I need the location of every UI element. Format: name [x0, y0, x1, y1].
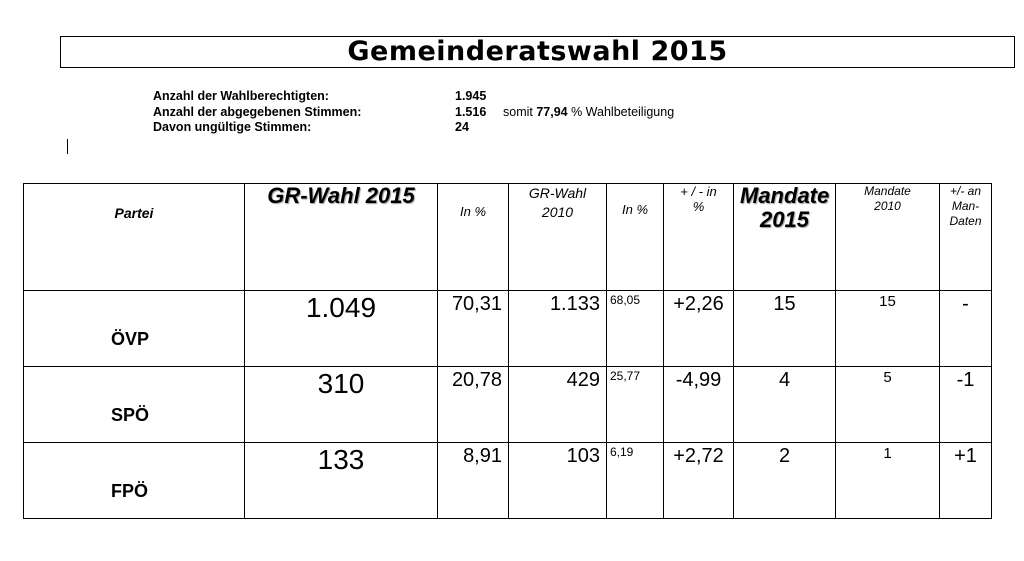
cell-votes-2015: 133: [245, 443, 438, 519]
cell-pct-2015: 20,78: [438, 367, 509, 443]
header-partei: Partei: [24, 184, 245, 291]
cell-mandate-2015: 4: [734, 367, 836, 443]
stat-value: 1.945: [455, 89, 487, 103]
party-name: SPÖ: [111, 405, 150, 425]
text-cursor: [67, 139, 68, 154]
cell-party: [24, 291, 245, 367]
cell-party: [24, 443, 245, 519]
cell-mandate-2010: 5: [836, 367, 940, 443]
cell-votes-2010: 429: [509, 367, 607, 443]
cell-pct-2010: 25,77: [607, 367, 664, 443]
stat-label: Anzahl der Wahlberechtigten:: [153, 89, 329, 103]
header-in-pct-2015: In %: [438, 184, 509, 291]
results-table: [23, 183, 992, 519]
cell-mandate-2010: 1: [836, 443, 940, 519]
stat-label: Anzahl der abgegebenen Stimmen:: [153, 104, 362, 119]
header-mandate-2010: Mandate 2010: [836, 184, 940, 291]
cell-pct-2010: 68,05: [607, 291, 664, 367]
page-title: Gemeinderatswahl 2015: [60, 36, 1015, 68]
cell-votes-2015: 310: [245, 367, 438, 443]
cell-votes-2010: 1.133: [509, 291, 607, 367]
cell-diff-mandate: -: [940, 291, 992, 367]
stat-value: 24: [455, 120, 469, 134]
cell-diff-mandate: -1: [940, 367, 992, 443]
header-gr-wahl-2010: GR-Wahl 2010: [509, 184, 607, 291]
header-plus-minus-mandate: +/- an Man-Daten: [940, 184, 992, 291]
stat-label: Davon ungültige Stimmen:: [153, 120, 312, 134]
cell-diff-mandate: +1: [940, 443, 992, 519]
header-gr-wahl-2015: GR-Wahl 2015: [245, 184, 438, 291]
cell-mandate-2010: 15: [836, 291, 940, 367]
party-name: ÖVP: [111, 329, 150, 349]
cell-party: [24, 367, 245, 443]
table-row-ovp: [24, 291, 992, 367]
header-in-pct-2010: In %: [607, 184, 664, 291]
cell-diff-pct: +2,26: [664, 291, 734, 367]
cell-votes-2010: 103: [509, 443, 607, 519]
header-plus-minus-pct: + / - in %: [664, 184, 734, 291]
turnout-prefix: somit: [503, 104, 537, 119]
turnout-note: [503, 105, 674, 121]
cell-pct-2010: 6,19: [607, 443, 664, 519]
table-row-spo: [24, 367, 992, 443]
cell-pct-2015: 70,31: [438, 291, 509, 367]
turnout-percent: 77,94: [536, 104, 568, 119]
stat-value: 1.516: [455, 104, 487, 119]
cell-pct-2015: 8,91: [438, 443, 509, 519]
cell-mandate-2015: 2: [734, 443, 836, 519]
cell-diff-pct: +2,72: [664, 443, 734, 519]
table-row-fpo: [24, 443, 992, 519]
header-row: [24, 184, 992, 291]
cell-votes-2015: 1.049: [245, 291, 438, 367]
header-mandate-2015: Mandate 2015: [734, 184, 836, 291]
party-name: FPÖ: [111, 481, 149, 501]
turnout-suffix: % Wahlbeteiligung: [567, 104, 675, 119]
cell-mandate-2015: 15: [734, 291, 836, 367]
cell-diff-pct: -4,99: [664, 367, 734, 443]
